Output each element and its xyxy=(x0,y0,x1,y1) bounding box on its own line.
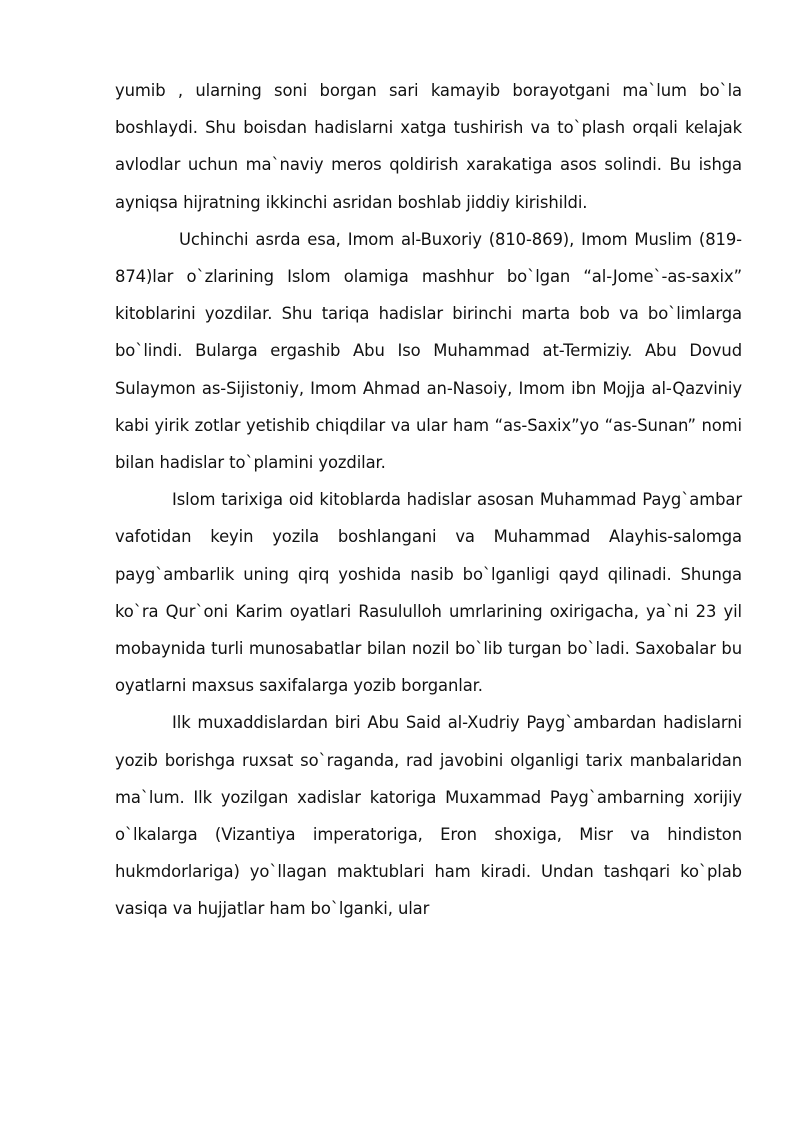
paragraph-third-century: Uchinchi asrda esa, Imom al-Buxoriy (810-869), Imom Muslim (819-874)lar o`zlarining Islom olamiga mashhur bo`lgan “al-Jome`-as-saxix” kitoblarini yozdilar. Shu tariqa hadislar birinchi marta bob va bo`limlarga bo`lindi. Bularga ergashib Abu Iso Muhammad at-Termiziy. Abu Dovud Sulaymon as-Sijistoniy, Imom Ahmad an-Nasoiy, Imom ibn Mojja al-Qazviniy kabi yirik zotlar yetishib chiqdilar va ular ham “as-Saxix”yo “as-Sunan” nomi bilan hadislar to`plamini yozdilar. xyxy=(115,229,742,473)
document-page xyxy=(115,72,742,928)
paragraph-hadith-writing: yumib , ularning soni borgan sari kamayib borayotgani ma`lum bo`la boshlaydi. Shu boisdan hadislarni xatga tushirish va to`plash orqali kelajak avlodlar uchun ma`naviy meros qoldirish xarakatiga asos solindi. Bu ishga ayniqsa hijratning ikkinchi asridan boshlab jiddiy kirishildi. xyxy=(115,81,742,212)
paragraph-islamic-history: Islom tarixiga oid kitoblarda hadislar asosan Muhammad Payg`ambar vafotidan keyin yozila boshlangani va Muhammad Alayhis-salomga payg`ambarlik uning qirq yoshida nasib bo`lganligi qayd qilinadi. Shunga ko`ra Qur`oni Karim oyatlari Rasululloh umrlarining oxirigacha, ya`ni 23 yil mobaynida turli munosabatlar bilan nozil bo`lib turgan bo`ladi. Saxobalar bu oyatlarni maxsus saxifalarga yozib borganlar. xyxy=(115,490,742,696)
paragraph-early-muhaddith: Ilk muxaddislardan biri Abu Said al-Xudriy Payg`ambardan hadislarni yozib borishga ruxsat so`raganda, rad javobini olganligi tarix manbalaridan ma`lum. Ilk yozilgan xadislar katoriga Muxammad Payg`ambarning xorijiy o`lkalarga (Vizantiya imperatoriga, Eron shoxiga, Misr va hindiston hukmdorlariga) yo`llagan maktublari ham kiradi. Undan tashqari ko`plab vasiqa va hujjatlar ham bo`lganki, ular xyxy=(115,713,742,919)
